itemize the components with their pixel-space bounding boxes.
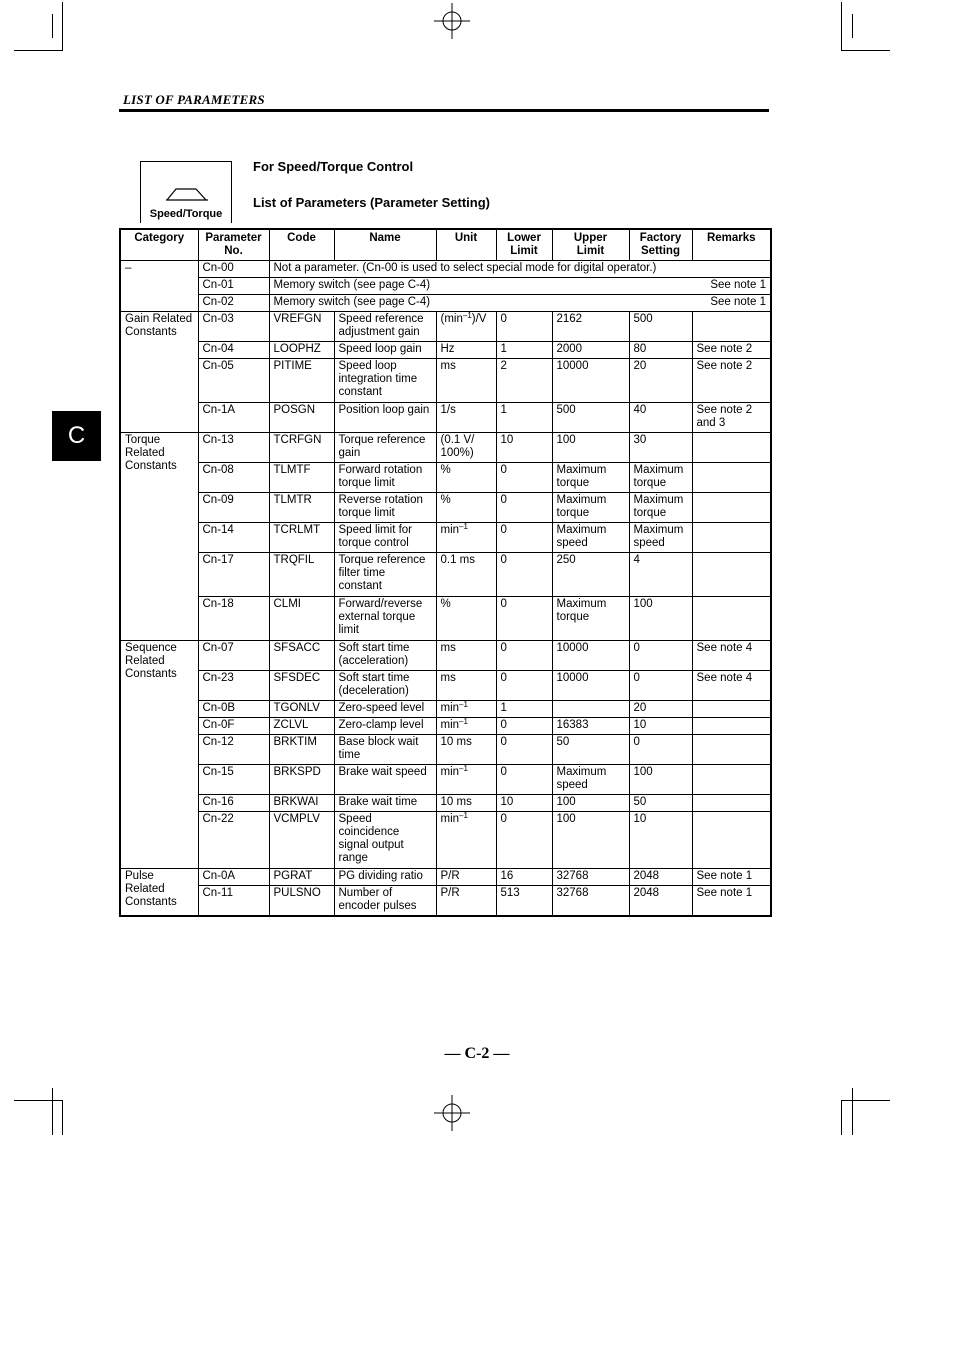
crop-mark (852, 14, 853, 38)
crop-mark (52, 1088, 53, 1135)
unit-cell: $\min^{-1}$ (436, 523, 496, 553)
name-cell: Speed reference adjustment gain (334, 312, 436, 342)
upper-limit-cell: 10000 (552, 359, 629, 403)
col-header-remarks: Remarks (692, 229, 771, 261)
parameter-no-cell: Cn-16 (198, 795, 269, 812)
control-mode-label: Speed/Torque (149, 208, 223, 220)
code-cell: SFSDEC (269, 671, 334, 701)
lower-limit-cell: 10 (496, 795, 552, 812)
remarks-cell (692, 493, 771, 523)
factory-setting-cell: 10 (629, 718, 692, 735)
col-header-code: Code (269, 229, 334, 261)
table-row (120, 735, 771, 765)
remarks-cell (692, 523, 771, 553)
table-row (120, 463, 771, 493)
code-cell: SFSACC (269, 641, 334, 671)
parameter-no-cell: Cn-13 (198, 433, 269, 463)
parameter-no-cell: Cn-23 (198, 671, 269, 701)
upper-limit-cell: 10000 (552, 671, 629, 701)
lower-limit-cell: 0 (496, 312, 552, 342)
unit-cell: % (436, 493, 496, 523)
parameter-no-cell: Cn-0F (198, 718, 269, 735)
upper-limit-cell: 16383 (552, 718, 629, 735)
table-row (120, 433, 771, 463)
unit-cell: 0.1 ms (436, 553, 496, 597)
parameter-no-cell: Cn-09 (198, 493, 269, 523)
name-cell: PG dividing ratio (334, 869, 436, 886)
trapezoid-speed-profile-icon (166, 186, 208, 202)
parameter-no-cell: Cn-07 (198, 641, 269, 671)
unit-cell: $\min^{-1}$ (436, 701, 496, 718)
upper-limit-cell: 50 (552, 735, 629, 765)
remarks-cell (692, 765, 771, 795)
table-row (120, 765, 771, 795)
unit-cell: 1/s (436, 403, 496, 433)
factory-setting-cell: 2048 (629, 886, 692, 917)
code-cell: POSGN (269, 403, 334, 433)
factory-setting-cell: 0 (629, 671, 692, 701)
lower-limit-cell: 0 (496, 812, 552, 869)
table-row (120, 403, 771, 433)
remarks-cell (692, 433, 771, 463)
chapter-tab: C (52, 411, 101, 461)
unit-cell: % (436, 597, 496, 641)
merged-description-cell (269, 278, 771, 295)
unit-cell: ms (436, 641, 496, 671)
code-cell: TLMTR (269, 493, 334, 523)
unit-cell: ms (436, 671, 496, 701)
unit-cell: % (436, 463, 496, 493)
lower-limit-cell: 0 (496, 735, 552, 765)
code-cell: TRQFIL (269, 553, 334, 597)
crop-mark (841, 2, 842, 50)
merged-description-cell (269, 261, 771, 278)
factory-setting-cell: 50 (629, 795, 692, 812)
table-row (120, 493, 771, 523)
remarks-cell (692, 812, 771, 869)
upper-limit-cell: Maximum speed (552, 765, 629, 795)
unit-cell: ms (436, 359, 496, 403)
col-header-parameter-no: Parameter No. (198, 229, 269, 261)
name-cell: Number of encoder pulses (334, 886, 436, 917)
table-row (120, 295, 771, 312)
category-cell: Sequence Related Constants (120, 641, 198, 869)
category-cell: – (120, 261, 198, 312)
description-text: Not a parameter. (Cn-00 is used to select special mode for digital operator.) (273, 262, 657, 274)
name-cell: Speed loop integration time constant (334, 359, 436, 403)
factory-setting-cell: Maximum torque (629, 493, 692, 523)
crop-mark (841, 50, 890, 51)
upper-limit-cell: 2162 (552, 312, 629, 342)
remarks-cell: See note 4 (692, 671, 771, 701)
name-cell: Brake wait speed (334, 765, 436, 795)
unit-cell: Hz (436, 342, 496, 359)
table-row (120, 553, 771, 597)
parameter-no-cell: Cn-03 (198, 312, 269, 342)
parameter-no-cell: Cn-11 (198, 886, 269, 917)
upper-limit-cell: 32768 (552, 886, 629, 917)
code-cell: CLMI (269, 597, 334, 641)
upper-limit-cell: 2000 (552, 342, 629, 359)
table-row (120, 701, 771, 718)
crop-mark (62, 1100, 63, 1135)
factory-setting-cell: Maximum torque (629, 463, 692, 493)
factory-setting-cell: 20 (629, 359, 692, 403)
crop-mark (14, 1100, 63, 1101)
factory-setting-cell: 80 (629, 342, 692, 359)
remarks-cell: See note 2 (692, 342, 771, 359)
parameter-no-cell: Cn-04 (198, 342, 269, 359)
code-cell: TGONLV (269, 701, 334, 718)
remarks-text: See note 1 (710, 279, 766, 291)
table-row (120, 671, 771, 701)
lower-limit-cell: 1 (496, 403, 552, 433)
remarks-cell (692, 795, 771, 812)
upper-limit-cell: 250 (552, 553, 629, 597)
page-number: — C-2 — (444, 1045, 510, 1062)
lower-limit-cell: 16 (496, 869, 552, 886)
parameter-no-cell: Cn-1A (198, 403, 269, 433)
code-cell: PULSNO (269, 886, 334, 917)
factory-setting-cell: 2048 (629, 869, 692, 886)
unit-cell: P/R (436, 869, 496, 886)
unit-cell: (0.1 V/ 100%) (436, 433, 496, 463)
list-title: List of Parameters (Parameter Setting) (253, 195, 490, 210)
unit-cell: 10 ms (436, 795, 496, 812)
table-row (120, 523, 771, 553)
factory-setting-cell: 4 (629, 553, 692, 597)
merged-description-cell (269, 295, 771, 312)
lower-limit-cell: 1 (496, 342, 552, 359)
factory-setting-cell: 0 (629, 641, 692, 671)
col-header-unit: Unit (436, 229, 496, 261)
lower-limit-cell: 0 (496, 523, 552, 553)
code-cell: ZCLVL (269, 718, 334, 735)
code-cell: TCRFGN (269, 433, 334, 463)
lower-limit-cell: 0 (496, 553, 552, 597)
remarks-cell: See note 2 (692, 359, 771, 403)
remarks-cell (692, 553, 771, 597)
factory-setting-cell: 20 (629, 701, 692, 718)
name-cell: Zero-speed level (334, 701, 436, 718)
table-row (120, 597, 771, 641)
lower-limit-cell: 0 (496, 671, 552, 701)
col-header-factory-setting: Factory Setting (629, 229, 692, 261)
crop-mark (62, 2, 63, 50)
remarks-cell (692, 701, 771, 718)
name-cell: Zero-clamp level (334, 718, 436, 735)
table-row (120, 641, 771, 671)
header-rule (119, 109, 769, 112)
table-row (120, 886, 771, 917)
code-cell: BRKSPD (269, 765, 334, 795)
code-cell: LOOPHZ (269, 342, 334, 359)
remarks-cell (692, 597, 771, 641)
name-cell: Torque reference gain (334, 433, 436, 463)
registration-mark-icon (432, 1093, 472, 1133)
unit-cell: $\min^{-1}$ (436, 812, 496, 869)
lower-limit-cell: 0 (496, 597, 552, 641)
crop-mark (841, 1100, 890, 1101)
upper-limit-cell: 100 (552, 433, 629, 463)
name-cell: Speed loop gain (334, 342, 436, 359)
upper-limit-cell: Maximum torque (552, 597, 629, 641)
name-cell: Soft start time (deceleration) (334, 671, 436, 701)
description-text: Memory switch (see page C-4) (273, 279, 431, 291)
code-cell: PITIME (269, 359, 334, 403)
code-cell: TLMTF (269, 463, 334, 493)
upper-limit-cell: 32768 (552, 869, 629, 886)
col-header-lower-limit: Lower Limit (496, 229, 552, 261)
code-cell: VCMPLV (269, 812, 334, 869)
factory-setting-cell: 100 (629, 597, 692, 641)
factory-setting-cell: 500 (629, 312, 692, 342)
parameter-no-cell: Cn-15 (198, 765, 269, 795)
code-cell: BRKWAI (269, 795, 334, 812)
factory-setting-cell: 0 (629, 735, 692, 765)
col-header-name: Name (334, 229, 436, 261)
parameter-no-cell: Cn-08 (198, 463, 269, 493)
lower-limit-cell: 0 (496, 765, 552, 795)
lower-limit-cell: 0 (496, 493, 552, 523)
name-cell: Forward/reverse external torque limit (334, 597, 436, 641)
section-title: LIST OF PARAMETERS (123, 92, 265, 107)
remarks-cell: See note 1 (692, 886, 771, 917)
upper-limit-cell: 100 (552, 795, 629, 812)
parameter-no-cell: Cn-17 (198, 553, 269, 597)
lower-limit-cell: 0 (496, 641, 552, 671)
upper-limit-cell (552, 701, 629, 718)
control-mode-box (140, 161, 232, 223)
table-row (120, 278, 771, 295)
factory-setting-cell: 100 (629, 765, 692, 795)
unit-cell: P/R (436, 886, 496, 917)
table-row (120, 261, 771, 278)
table-header-row (120, 229, 771, 261)
parameter-no-cell: Cn-05 (198, 359, 269, 403)
table-row (120, 342, 771, 359)
crop-mark (841, 1100, 842, 1135)
table-row (120, 869, 771, 886)
remarks-cell (692, 463, 771, 493)
upper-limit-cell: Maximum torque (552, 463, 629, 493)
parameter-no-cell: Cn-18 (198, 597, 269, 641)
name-cell: Speed limit for torque control (334, 523, 436, 553)
parameter-table (119, 228, 772, 917)
factory-setting-cell: 30 (629, 433, 692, 463)
remarks-cell: See note 2 and 3 (692, 403, 771, 433)
factory-setting-cell: 10 (629, 812, 692, 869)
remarks-cell: See note 1 (692, 869, 771, 886)
unit-cell: $\min^{-1}$ (436, 718, 496, 735)
remarks-cell: See note 4 (692, 641, 771, 671)
parameter-no-cell: Cn-00 (198, 261, 269, 278)
lower-limit-cell: 1 (496, 701, 552, 718)
lower-limit-cell: 0 (496, 463, 552, 493)
remarks-cell (692, 718, 771, 735)
code-cell: PGRAT (269, 869, 334, 886)
unit-cell: $(\min^{-1})/V$ (436, 312, 496, 342)
table-row (120, 312, 771, 342)
parameter-no-cell: Cn-01 (198, 278, 269, 295)
remarks-cell (692, 735, 771, 765)
upper-limit-cell: Maximum speed (552, 523, 629, 553)
table-row (120, 795, 771, 812)
category-cell: Gain Related Constants (120, 312, 198, 433)
code-cell: TCRLMT (269, 523, 334, 553)
name-cell: Position loop gain (334, 403, 436, 433)
name-cell: Reverse rotation torque limit (334, 493, 436, 523)
category-cell: Torque Related Constants (120, 433, 198, 641)
upper-limit-cell: 500 (552, 403, 629, 433)
table-row (120, 812, 771, 869)
crop-mark (52, 14, 53, 38)
crop-mark (14, 50, 63, 51)
lower-limit-cell: 2 (496, 359, 552, 403)
lower-limit-cell: 0 (496, 718, 552, 735)
upper-limit-cell: 10000 (552, 641, 629, 671)
col-header-upper-limit: Upper Limit (552, 229, 629, 261)
crop-mark (852, 1088, 853, 1135)
unit-cell: 10 ms (436, 735, 496, 765)
upper-limit-cell: 100 (552, 812, 629, 869)
code-cell: VREFGN (269, 312, 334, 342)
name-cell: Brake wait time (334, 795, 436, 812)
parameter-no-cell: Cn-02 (198, 295, 269, 312)
table-row (120, 718, 771, 735)
factory-setting-cell: Maximum speed (629, 523, 692, 553)
parameter-no-cell: Cn-0A (198, 869, 269, 886)
name-cell: Speed coincidence signal output range (334, 812, 436, 869)
name-cell: Torque reference filter time constant (334, 553, 436, 597)
name-cell: Forward rotation torque limit (334, 463, 436, 493)
description-text: Memory switch (see page C-4) (273, 296, 431, 308)
parameter-no-cell: Cn-12 (198, 735, 269, 765)
parameter-no-cell: Cn-0B (198, 701, 269, 718)
parameter-no-cell: Cn-22 (198, 812, 269, 869)
category-cell: Pulse Related Constants (120, 869, 198, 917)
remarks-text: See note 1 (710, 296, 766, 308)
upper-limit-cell: Maximum torque (552, 493, 629, 523)
unit-cell: $\min^{-1}$ (436, 765, 496, 795)
lower-limit-cell: 513 (496, 886, 552, 917)
col-header-category: Category (120, 229, 198, 261)
parameter-no-cell: Cn-14 (198, 523, 269, 553)
name-cell: Soft start time (acceleration) (334, 641, 436, 671)
table-row (120, 359, 771, 403)
lower-limit-cell: 10 (496, 433, 552, 463)
remarks-cell (692, 312, 771, 342)
code-cell: BRKTIM (269, 735, 334, 765)
name-cell: Base block wait time (334, 735, 436, 765)
registration-mark-icon (432, 1, 472, 41)
control-mode-heading: For Speed/Torque Control (253, 159, 414, 174)
factory-setting-cell: 40 (629, 403, 692, 433)
